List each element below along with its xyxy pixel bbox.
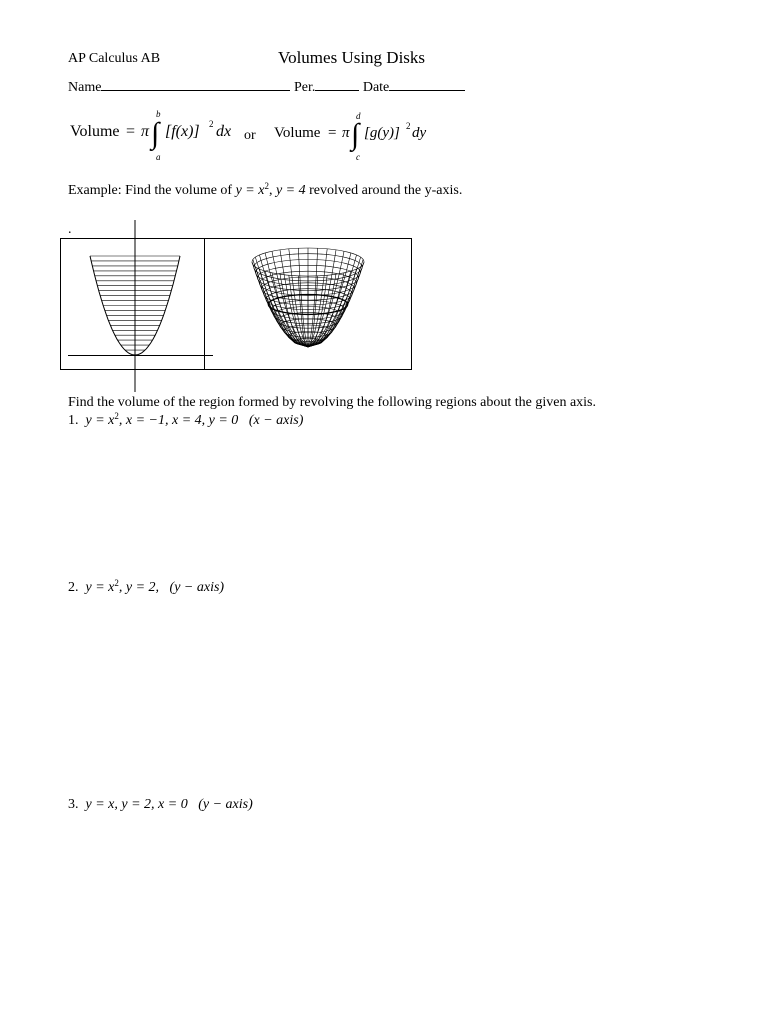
or-label: or bbox=[244, 128, 256, 143]
exponent: 2 bbox=[406, 121, 411, 131]
differential: dy bbox=[412, 125, 427, 141]
pi-symbol: π bbox=[342, 125, 350, 141]
stray-dot: . bbox=[68, 222, 72, 237]
name-label: Name bbox=[68, 80, 102, 95]
integrand: [f(x)] bbox=[165, 123, 200, 140]
volume-label: Volume bbox=[70, 123, 120, 140]
integral-sign: ∫ bbox=[351, 118, 360, 151]
lower-limit: a bbox=[156, 152, 161, 162]
lower-limit: c bbox=[356, 152, 360, 162]
equals-sign: = bbox=[328, 125, 337, 141]
problem-2: 2. $y = x^2$, y = 2, (y − axis) bbox=[68, 578, 225, 595]
upper-limit: d bbox=[356, 111, 361, 121]
exponent: 2 bbox=[209, 119, 214, 129]
figure-frame bbox=[61, 239, 412, 370]
date-label: Date bbox=[362, 80, 390, 95]
period-label: Per. bbox=[293, 80, 316, 95]
example-text: Example: Find the volume of $y = x^2$, y = 4 revolved around the y-axis. bbox=[68, 181, 463, 198]
problem-1: 1. $y = x^2$, x = −1, x = 4, y = 0 (x − axis) bbox=[68, 411, 304, 428]
paraboloid-3d bbox=[252, 248, 364, 347]
integrand: [g(y)] bbox=[364, 125, 400, 141]
pi-symbol: π bbox=[141, 123, 150, 140]
equals-sign: = bbox=[126, 123, 136, 140]
volume-label: Volume bbox=[274, 125, 321, 141]
integral-sign: ∫ bbox=[151, 117, 160, 150]
course-name: AP Calculus AB bbox=[68, 51, 161, 66]
differential: dx bbox=[216, 123, 232, 140]
parabola-disk-graph bbox=[68, 220, 213, 392]
upper-limit: b bbox=[156, 109, 161, 119]
page-title: Volumes Using Disks bbox=[278, 48, 426, 67]
problem-3: 3. y = x, y = 2, x = 0 (y − axis) bbox=[68, 797, 253, 812]
instructions: Find the volume of the region formed by revolving the following regions about the given axis. bbox=[68, 395, 597, 410]
